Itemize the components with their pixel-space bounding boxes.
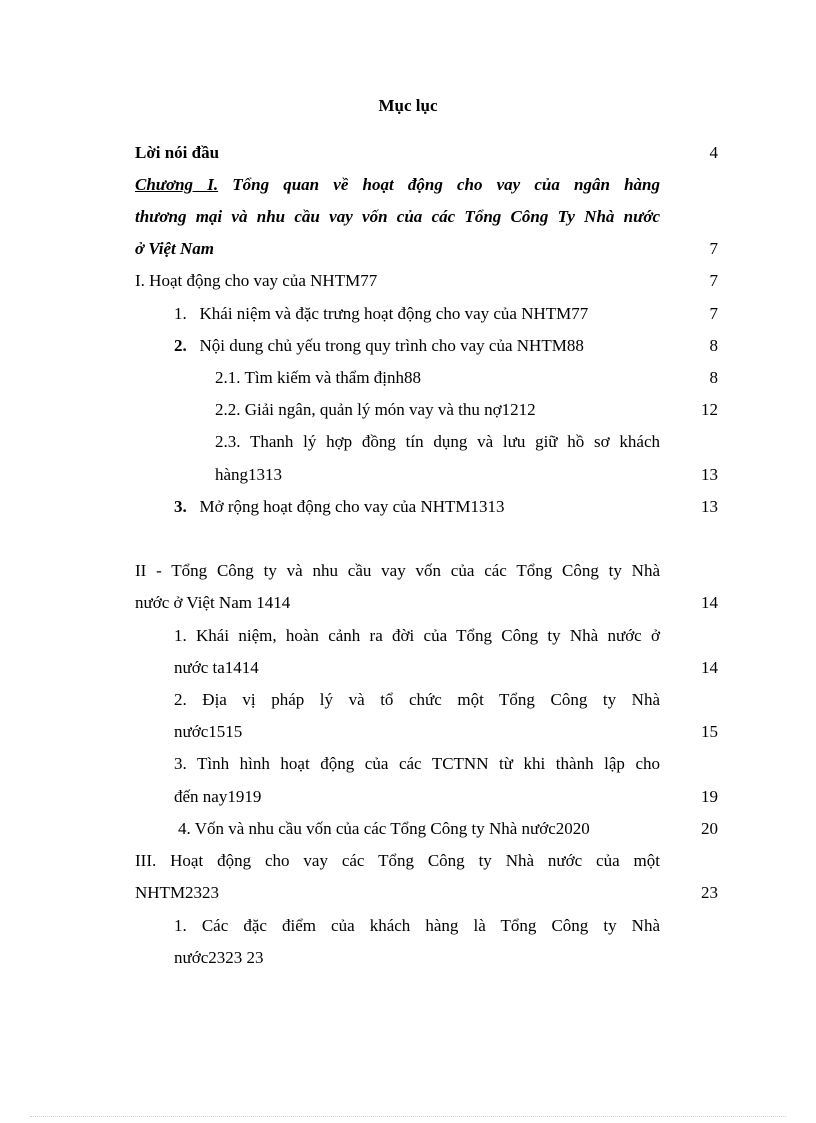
toc-page-number: 8 [709, 336, 718, 355]
toc-entry-section-3-line-1: III. Hoạt động cho vay các Tổng Công ty Nhà nước của một [135, 851, 660, 870]
toc-page-number: 7 [709, 304, 718, 323]
toc-page-number: 4 [709, 143, 718, 162]
toc-entry-1-2 [174, 334, 584, 358]
toc-page-number: 20 [701, 819, 718, 838]
toc-entry-chapter-1 [135, 173, 660, 197]
item-text: Nội dung chủ yếu trong quy trình cho vay của NHTM88 [199, 336, 584, 355]
toc-page-number: 13 [701, 465, 718, 484]
item-number: 2. [174, 336, 187, 355]
toc-page-number: 15 [701, 722, 718, 741]
toc-page-number: 7 [709, 239, 718, 258]
toc-entry-2-2: 2.2. Giải ngân, quản lý món vay và thu nợ1212 [215, 400, 536, 419]
toc-page-number: 19 [701, 787, 718, 806]
toc-entry-iii-1-line-1: 1. Các đặc điểm của khách hàng là Tổng Công ty Nhà [174, 916, 660, 935]
toc-entry-iii-1-line-2: nước2323 23 [174, 948, 264, 967]
toc-entry-section-3-line-2: NHTM2323 [135, 883, 220, 902]
toc-entry-preface: Lời nói đầu [135, 143, 220, 162]
toc-entry-1-3 [174, 495, 505, 519]
toc-page-number: 12 [701, 400, 718, 419]
item-text: Khái niệm và đặc trưng hoạt động cho vay của NHTM77 [199, 304, 589, 323]
item-text: Mở rộng hoạt động cho vay của NHTM1313 [199, 497, 505, 516]
toc-entry-1-1 [174, 302, 588, 326]
toc-entry-2-1: 2.1. Tìm kiếm và thẩm định88 [215, 368, 422, 387]
toc-page-number: 14 [701, 658, 718, 677]
toc-page-number: 7 [709, 271, 718, 290]
toc-entry-ii-4: 4. Vốn và nhu cầu vốn của các Tổng Công ty Nhà nước2020 [178, 819, 590, 838]
toc-entry-ii-3-line-1: 3. Tình hình hoạt động của các TCTNN từ khi thành lập cho [174, 754, 660, 773]
toc-entry-section-2-line-1: II - Tổng Công ty và nhu cầu vay vốn của các Tổng Công ty Nhà [135, 561, 660, 580]
toc-entry-ii-2-line-2: nước1515 [174, 722, 243, 741]
toc-page-number: 14 [701, 593, 718, 612]
toc-page-number: 8 [709, 368, 718, 387]
chapter-title-line-3: ở Việt Nam [135, 239, 215, 258]
toc-entry-ii-3-line-2: đến nay1919 [174, 787, 262, 806]
toc-page-number: 13 [701, 497, 718, 516]
chapter-label: Chương I. [135, 175, 219, 194]
item-number: 3. [174, 497, 187, 516]
chapter-title-line-1: Tổng quan về hoạt động cho vay của ngân hàng [232, 175, 660, 194]
toc-entry-ii-1-line-1: 1. Khái niệm, hoàn cảnh ra đời của Tổng Công ty Nhà nước ở [174, 626, 660, 645]
toc-entry-ii-2-line-1: 2. Địa vị pháp lý và tổ chức một Tổng Công ty Nhà [174, 690, 660, 709]
item-number: 1. [174, 304, 187, 323]
toc-page-number: 23 [701, 883, 718, 902]
toc-entry-ii-1-line-2: nước ta1414 [174, 658, 259, 677]
page-bottom-divider [30, 1116, 786, 1117]
toc-entry-2-3-line-2: hàng1313 [215, 465, 283, 484]
toc-entry-section-1: I. Hoạt động cho vay của NHTM77 [135, 271, 378, 290]
toc-title: Mục lục [378, 96, 438, 115]
chapter-title-line-2: thương mại và nhu cầu vay vốn của các Tổng Công Ty Nhà nước [135, 207, 660, 226]
toc-entry-section-2-line-2: nước ở Việt Nam 1414 [135, 593, 291, 612]
toc-entry-2-3-line-1: 2.3. Thanh lý hợp đồng tín dụng và lưu giữ hồ sơ khách [215, 432, 660, 451]
